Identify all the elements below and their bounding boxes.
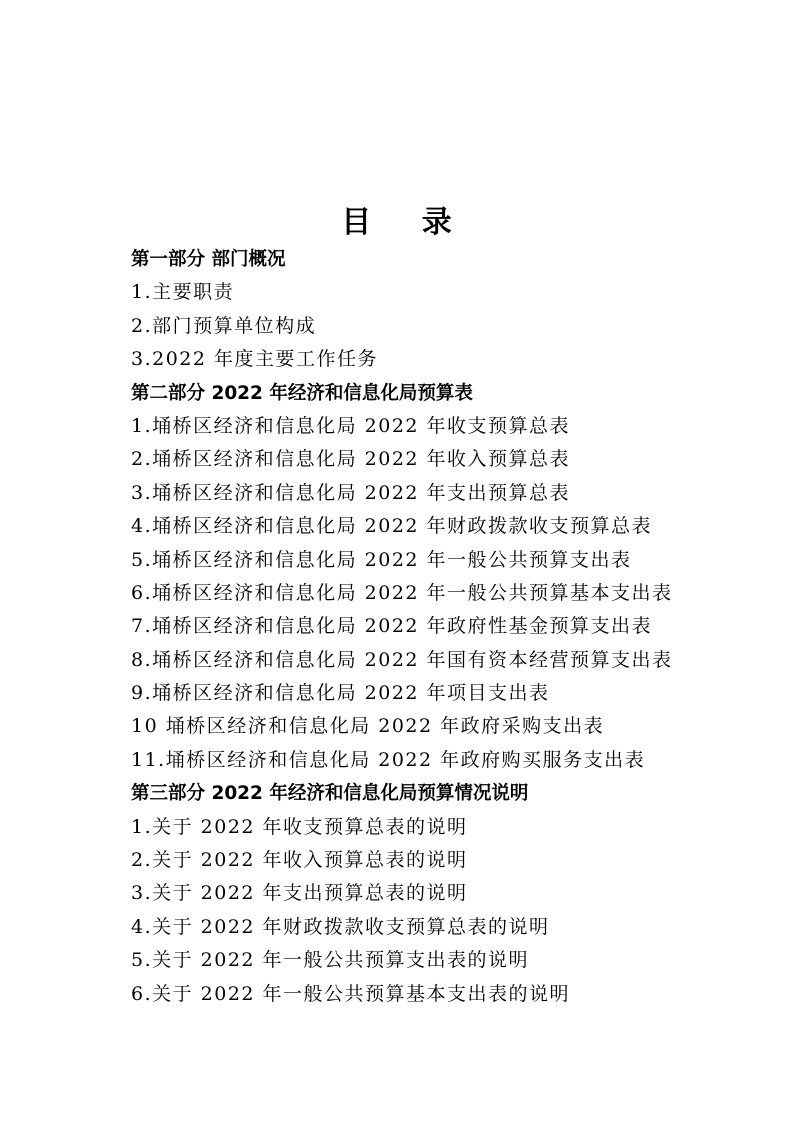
toc-list bbox=[131, 243, 731, 1011]
toc-entry: 8.埇桥区经济和信息化局 2022 年国有资本经营预算支出表 bbox=[131, 648, 673, 671]
toc-entry: 2.关于 2022 年收入预算总表的说明 bbox=[131, 849, 468, 872]
toc-entry: 10 埇桥区经济和信息化局 2022 年政府采购支出表 bbox=[131, 715, 605, 738]
toc-entry: 1.埇桥区经济和信息化局 2022 年收支预算总表 bbox=[131, 414, 571, 437]
toc-entry: 3.关于 2022 年支出预算总表的说明 bbox=[131, 882, 468, 905]
toc-entry: 4.埇桥区经济和信息化局 2022 年财政拨款收支预算总表 bbox=[131, 515, 653, 538]
toc-section-heading: 第一部分 部门概况 bbox=[131, 249, 286, 270]
toc-entry: 6.关于 2022 年一般公共预算基本支出表的说明 bbox=[131, 982, 571, 1005]
toc-section-heading: 第二部分 2022 年经济和信息化局预算表 bbox=[131, 382, 473, 404]
toc-entry: 5.埇桥区经济和信息化局 2022 年一般公共预算支出表 bbox=[131, 548, 632, 571]
toc-entry: 4.关于 2022 年财政拨款收支预算总表的说明 bbox=[131, 915, 550, 938]
toc-entry: 5.关于 2022 年一般公共预算支出表的说明 bbox=[131, 949, 530, 972]
toc-entry: 3.2022 年度主要工作任务 bbox=[131, 348, 379, 371]
toc-entry: 2.埇桥区经济和信息化局 2022 年收入预算总表 bbox=[131, 448, 571, 471]
toc-entry: 11.埇桥区经济和信息化局 2022 年政府购买服务支出表 bbox=[131, 748, 646, 771]
toc-entry: 2.部门预算单位构成 bbox=[131, 314, 317, 337]
toc-entry: 1.主要职责 bbox=[131, 281, 235, 304]
toc-entry: 3.埇桥区经济和信息化局 2022 年支出预算总表 bbox=[131, 481, 571, 504]
toc-entry: 6.埇桥区经济和信息化局 2022 年一般公共预算基本支出表 bbox=[131, 581, 673, 604]
toc-title: 目 录 bbox=[341, 205, 472, 240]
toc-section-heading: 第三部分 2022 年经济和信息化局预算情况说明 bbox=[131, 783, 529, 805]
toc-entry: 9.埇桥区经济和信息化局 2022 年项目支出表 bbox=[131, 682, 550, 705]
toc-entry: 7.埇桥区经济和信息化局 2022 年政府性基金预算支出表 bbox=[131, 615, 653, 638]
toc-entry: 1.关于 2022 年收支预算总表的说明 bbox=[131, 815, 468, 838]
